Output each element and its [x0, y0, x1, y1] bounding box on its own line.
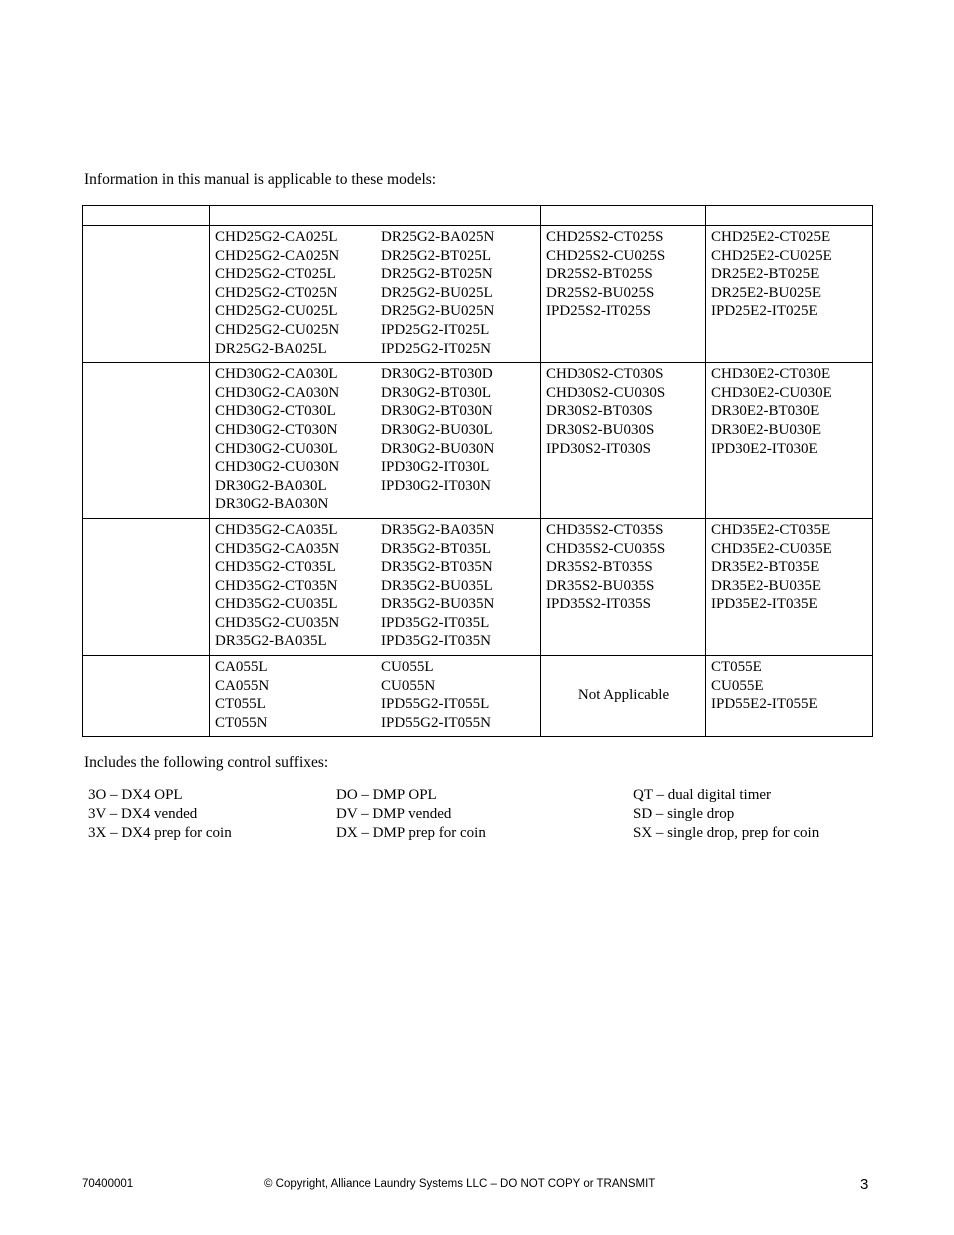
model-number: CHD30E2-CT030E	[711, 366, 831, 383]
row-label-cell	[83, 656, 210, 737]
model-number: CHD25E2-CT025E	[711, 229, 831, 245]
intro-text: Information in this manual is applicable to these models:	[84, 171, 437, 188]
model-number: CHD25S2-CU025S	[546, 247, 666, 264]
model-number: CU055E	[711, 677, 764, 694]
electric-models-cell	[706, 518, 873, 655]
model-number: DR35G2-BU035L	[381, 577, 493, 594]
model-number: CHD30S2-CT030S	[546, 366, 664, 383]
model-number: CHD25G2-CU025L	[215, 303, 338, 320]
table-row	[83, 656, 873, 737]
not-applicable-cell: Not Applicable	[541, 656, 706, 737]
model-number: CT055E	[711, 659, 762, 676]
model-number: IPD25E2-IT025E	[711, 303, 818, 320]
model-number: CHD35E2-CT035E	[711, 521, 831, 538]
table-row	[83, 226, 873, 363]
model-number: DR25G2-BA025L	[215, 340, 327, 357]
copyright-notice: © Copyright, Alliance Laundry Systems LLC – DO NOT COPY or TRANSMIT	[264, 1178, 656, 1190]
suffix-item: 3O – DX4 OPL	[88, 787, 183, 803]
model-number: DR35G2-BA035L	[215, 633, 327, 650]
model-number: IPD30S2-IT030S	[546, 440, 652, 457]
model-number: IPD25G2-IT025L	[381, 321, 490, 338]
model-number: CU055N	[381, 677, 436, 694]
electric-models-cell	[706, 363, 873, 519]
header-cell	[83, 206, 210, 226]
model-number: CA055L	[215, 659, 268, 676]
model-number: IPD25G2-IT025N	[381, 340, 491, 357]
gas-models-cell	[210, 226, 541, 363]
electric-models-cell	[706, 226, 873, 363]
model-number: CA055N	[215, 677, 270, 694]
model-number: CU055L	[381, 659, 434, 676]
doc-number: 70400001	[82, 1178, 134, 1190]
model-number: CHD35G2-CT035L	[215, 559, 336, 576]
model-number: IPD35G2-IT035N	[381, 633, 491, 650]
model-number: DR30S2-BU030S	[546, 421, 655, 438]
model-number: DR25G2-BU025L	[381, 284, 493, 301]
suffix-column-dmp	[336, 786, 486, 843]
model-number: CT055N	[215, 714, 268, 731]
model-number: CHD30G2-CU030L	[215, 440, 338, 457]
suffix-item: SD – single drop	[633, 806, 735, 822]
model-number: IPD30E2-IT030E	[711, 440, 818, 457]
model-number: CHD35G2-CA035L	[215, 521, 338, 538]
model-number: DR25G2-BU025N	[381, 303, 495, 320]
model-number: DR35G2-BT035L	[381, 540, 491, 557]
model-column	[215, 521, 381, 651]
model-number: CHD30G2-CA030L	[215, 366, 338, 383]
model-column	[215, 658, 381, 732]
model-number: CHD30G2-CU030N	[215, 459, 340, 476]
model-number: IPD55G2-IT055L	[381, 696, 490, 713]
model-number: DR25G2-BT025N	[381, 266, 493, 283]
model-number: DR35E2-BT035E	[711, 559, 820, 576]
model-number: CHD35S2-CU035S	[546, 540, 666, 557]
model-number: CHD35G2-CT035N	[215, 577, 338, 594]
model-number: IPD55G2-IT055N	[381, 714, 491, 731]
model-number: DR30G2-BT030D	[381, 366, 493, 383]
gas-models-cell	[210, 656, 541, 737]
model-number: DR30E2-BT030E	[711, 403, 820, 420]
model-number: DR35E2-BU035E	[711, 577, 821, 594]
suffix-column-dx4	[88, 786, 232, 843]
model-number: IPD25S2-IT025S	[546, 303, 652, 320]
model-number: IPD30G2-IT030N	[381, 477, 491, 494]
gas-models-cell	[210, 363, 541, 519]
model-column	[215, 228, 381, 358]
steam-models-cell	[541, 363, 706, 519]
model-number: DR25G2-BT025L	[381, 247, 491, 264]
model-number: CHD35G2-CU035N	[215, 614, 340, 631]
model-number: DR25G2-BA025N	[381, 229, 495, 245]
model-number: CHD35S2-CT035S	[546, 521, 664, 538]
model-number: CHD30S2-CU030S	[546, 384, 666, 401]
model-number: CHD25S2-CT025S	[546, 229, 664, 245]
model-number: CHD25G2-CT025N	[215, 284, 338, 301]
model-number: CHD25G2-CA025N	[215, 247, 340, 264]
suffix-item: QT – dual digital timer	[633, 787, 772, 803]
model-number: DR25S2-BU025S	[546, 284, 655, 301]
model-number: CHD30G2-CT030N	[215, 421, 338, 438]
suffix-heading: Includes the following control suffixes:	[84, 754, 329, 771]
suffix-item: DX – DMP prep for coin	[336, 825, 486, 841]
model-number: DR35G2-BA035N	[381, 521, 495, 538]
model-number: CHD25G2-CT025L	[215, 266, 336, 283]
model-number: IPD35G2-IT035L	[381, 614, 490, 631]
header-cell	[706, 206, 873, 226]
model-number: CHD25E2-CU025E	[711, 247, 832, 264]
header-cell	[210, 206, 541, 226]
table-row	[83, 518, 873, 655]
model-number: DR25E2-BT025E	[711, 266, 820, 283]
table-header-row	[83, 206, 873, 226]
row-label-cell	[83, 363, 210, 519]
model-number: DR25E2-BU025E	[711, 284, 821, 301]
electric-models-cell	[706, 656, 873, 737]
model-number: DR30G2-BU030L	[381, 421, 493, 438]
model-number: DR30G2-BA030N	[215, 496, 329, 513]
models-table	[82, 205, 873, 737]
suffix-column-timer	[633, 786, 819, 843]
model-number: CHD25G2-CA025L	[215, 229, 338, 245]
model-number: CHD30G2-CT030L	[215, 403, 336, 420]
steam-models-cell	[541, 518, 706, 655]
model-number: CHD35G2-CA035N	[215, 540, 340, 557]
steam-models-cell	[541, 226, 706, 363]
model-number: CT055L	[215, 696, 266, 713]
model-number: IPD35E2-IT035E	[711, 596, 818, 613]
model-number: DR30G2-BA030L	[215, 477, 327, 494]
model-column	[381, 521, 494, 651]
model-number: DR30S2-BT030S	[546, 403, 653, 420]
model-number: CHD35E2-CU035E	[711, 540, 832, 557]
page-number: 3	[860, 1176, 869, 1193]
model-number: CHD35G2-CU035L	[215, 596, 338, 613]
model-number: DR25S2-BT025S	[546, 266, 653, 283]
model-column	[381, 365, 494, 514]
model-number: DR30G2-BU030N	[381, 440, 495, 457]
suffix-item: DV – DMP vended	[336, 806, 452, 822]
model-column	[215, 365, 381, 514]
row-label-cell	[83, 226, 210, 363]
model-number: DR35S2-BT035S	[546, 559, 653, 576]
model-number: DR35G2-BT035N	[381, 559, 493, 576]
suffix-item: 3X – DX4 prep for coin	[88, 825, 232, 841]
row-label-cell	[83, 518, 210, 655]
suffix-item: DO – DMP OPL	[336, 787, 437, 803]
model-number: CHD30G2-CA030N	[215, 384, 340, 401]
model-number: DR30G2-BT030L	[381, 384, 491, 401]
model-column	[381, 228, 494, 358]
gas-models-cell	[210, 518, 541, 655]
suffix-item: 3V – DX4 vended	[88, 806, 198, 822]
model-number: DR30E2-BU030E	[711, 421, 821, 438]
model-number: DR35G2-BU035N	[381, 596, 495, 613]
model-number: IPD55E2-IT055E	[711, 696, 818, 713]
suffix-item: SX – single drop, prep for coin	[633, 825, 820, 841]
table-row	[83, 363, 873, 519]
model-column	[381, 658, 491, 732]
model-number: IPD35S2-IT035S	[546, 596, 652, 613]
model-number: DR35S2-BU035S	[546, 577, 655, 594]
model-number: CHD25G2-CU025N	[215, 321, 340, 338]
header-cell	[541, 206, 706, 226]
model-number: CHD30E2-CU030E	[711, 384, 832, 401]
model-number: DR30G2-BT030N	[381, 403, 493, 420]
model-number: IPD30G2-IT030L	[381, 459, 490, 476]
